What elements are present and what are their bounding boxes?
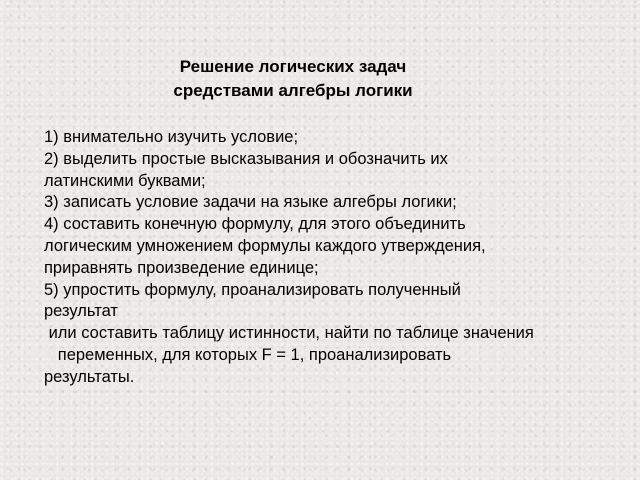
step-line: приравнять произведение единице; (44, 258, 319, 277)
step-line: результаты. (44, 367, 135, 386)
title-line-1: Решение логических задач (179, 57, 407, 76)
step-line: 3) записать условие задачи на языке алгебры логики; (44, 193, 457, 212)
step-line: логическим умножением формулы каждого утверждения, (44, 236, 486, 255)
slide-title (118, 55, 468, 103)
step-line: 1) внимательно изучить условие; (44, 128, 299, 146)
step-line: 2) выделить простые высказывания и обозначить их (44, 149, 448, 168)
step-line: переменных, для которых F = 1, проанализировать (44, 345, 452, 364)
title-line-2: средствами алгебры логики (173, 81, 413, 100)
step-line: 4) составить конечную формулу, для этого объединить (44, 215, 466, 234)
step-line: латинскими буквами; (44, 171, 206, 190)
step-line: 5) упростить формулу, проанализировать полученный (44, 280, 461, 299)
step-line: результат (44, 302, 118, 321)
step-line: или составить таблицу истинности, найти по таблице значения (44, 324, 534, 343)
steps-list (44, 127, 604, 389)
